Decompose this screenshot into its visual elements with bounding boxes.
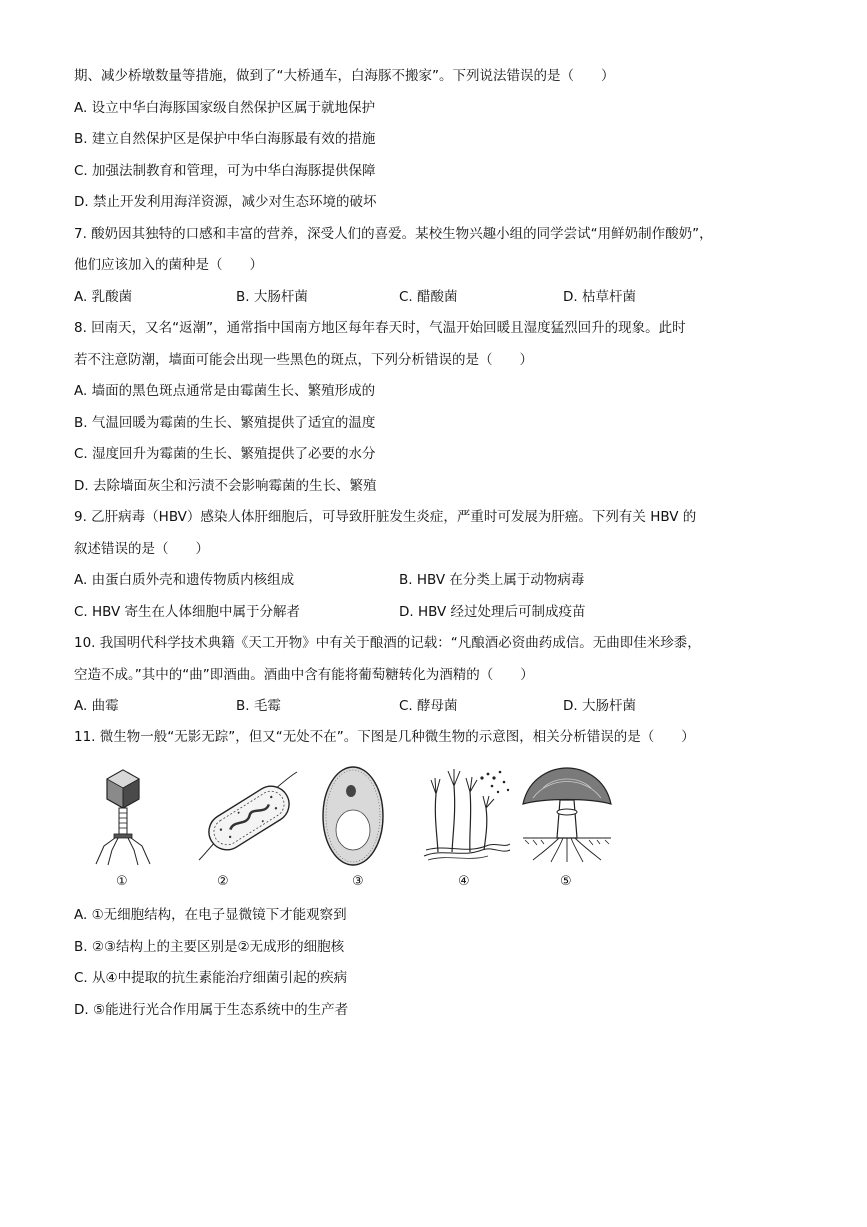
q10-stem-line1: 10. 我国明代科学技术典籍《天工开物》中有关于酿酒的记载：“凡酿酒必资曲药成信。无曲即佳米珍黍， (74, 635, 701, 651)
q10-option-a: A. 曲霉 (74, 698, 119, 714)
q10-stem-line2: 空造不成。”其中的“曲”即酒曲。酒曲中含有能将葡萄糖转化为酒精的（ ） (74, 667, 534, 683)
q6-option-b: B. 建立自然保护区是保护中华白海豚最有效的措施 (74, 131, 376, 147)
q8-option-d: D. 去除墙面灰尘和污渍不会影响霉菌的生长、繁殖 (74, 478, 377, 494)
q6-option-d: D. 禁止开发利用海洋资源，减少对生态环境的破坏 (74, 194, 377, 210)
figure-label-4: ④ (458, 874, 470, 889)
bacterium-figure (197, 768, 301, 864)
q9-stem-line1: 9. 乙肝病毒（HBV）感染人体肝细胞后，可导致肝脏发生炎症，严重时可发展为肝癌。下列有关 HBV 的 (74, 509, 697, 525)
figure-label-2: ② (217, 874, 229, 889)
q8-option-c: C. 湿度回升为霉菌的生长、繁殖提供了必要的水分 (74, 446, 376, 462)
yeast-figure (320, 764, 386, 868)
q10-option-d: D. 大肠杆菌 (563, 698, 636, 714)
mushroom-figure (519, 764, 615, 864)
q9-option-c: C. HBV 寄生在人体细胞中属于分解者 (74, 604, 301, 620)
q6-stem: 期、减少桥墩数量等措施，做到了“大桥通车，白海豚不搬家”。下列说法错误的是（ ） (74, 68, 615, 84)
bacteriophage-figure (88, 766, 158, 868)
q9-stem-line2: 叙述错误的是（ ） (74, 541, 209, 557)
q10-option-c: C. 酵母菌 (399, 698, 458, 714)
q6-option-a: A. 设立中华白海豚国家级自然保护区属于就地保护 (74, 100, 376, 116)
penicillium-figure (422, 764, 512, 862)
q8-stem-line1: 8. 回南天，又名“返潮”，通常指中国南方地区每年春天时，气温开始回暖且湿度猛烈回升的现象。此时 (74, 320, 686, 336)
figure-label-3: ③ (352, 874, 364, 889)
q9-option-d: D. HBV 经过处理后可制成疫苗 (399, 604, 586, 620)
q7-stem-line1: 7. 酸奶因其独特的口感和丰富的营养，深受人们的喜爱。某校生物兴趣小组的同学尝试“用鲜奶制作酸奶”， (74, 226, 713, 242)
q7-option-c: C. 醋酸菌 (399, 289, 458, 305)
q11-option-a: A. ①无细胞结构，在电子显微镜下才能观察到 (74, 907, 347, 923)
q8-option-a: A. 墙面的黑色斑点通常是由霉菌生长、繁殖形成的 (74, 383, 376, 399)
q7-stem-line2: 他们应该加入的菌种是（ ） (74, 257, 263, 273)
q10-option-b: B. 毛霉 (236, 698, 281, 714)
q11-option-c: C. 从④中提取的抗生素能治疗细菌引起的疾病 (74, 970, 348, 986)
q7-option-a: A. 乳酸菌 (74, 289, 133, 305)
q9-option-a: A. 由蛋白质外壳和遗传物质内核组成 (74, 572, 295, 588)
figure-label-5: ⑤ (560, 874, 572, 889)
q11-option-d: D. ⑤能进行光合作用属于生态系统中的生产者 (74, 1002, 349, 1018)
q7-option-d: D. 枯草杆菌 (563, 289, 636, 305)
q8-stem-line2: 若不注意防潮，墙面可能会出现一些黑色的斑点，下列分析错误的是（ ） (74, 352, 533, 368)
q11-option-b: B. ②③结构上的主要区别是②无成形的细胞核 (74, 939, 345, 955)
q8-option-b: B. 气温回暖为霉菌的生长、繁殖提供了适宜的温度 (74, 415, 376, 431)
q11-stem: 11. 微生物一般“无影无踪”，但又“无处不在”。下图是几种微生物的示意图，相关分析错误的是（ ） (74, 729, 695, 745)
figure-label-1: ① (116, 874, 128, 889)
q7-option-b: B. 大肠杆菌 (236, 289, 308, 305)
q6-option-c: C. 加强法制教育和管理，可为中华白海豚提供保障 (74, 163, 376, 179)
q9-option-b: B. HBV 在分类上属于动物病毒 (399, 572, 585, 588)
